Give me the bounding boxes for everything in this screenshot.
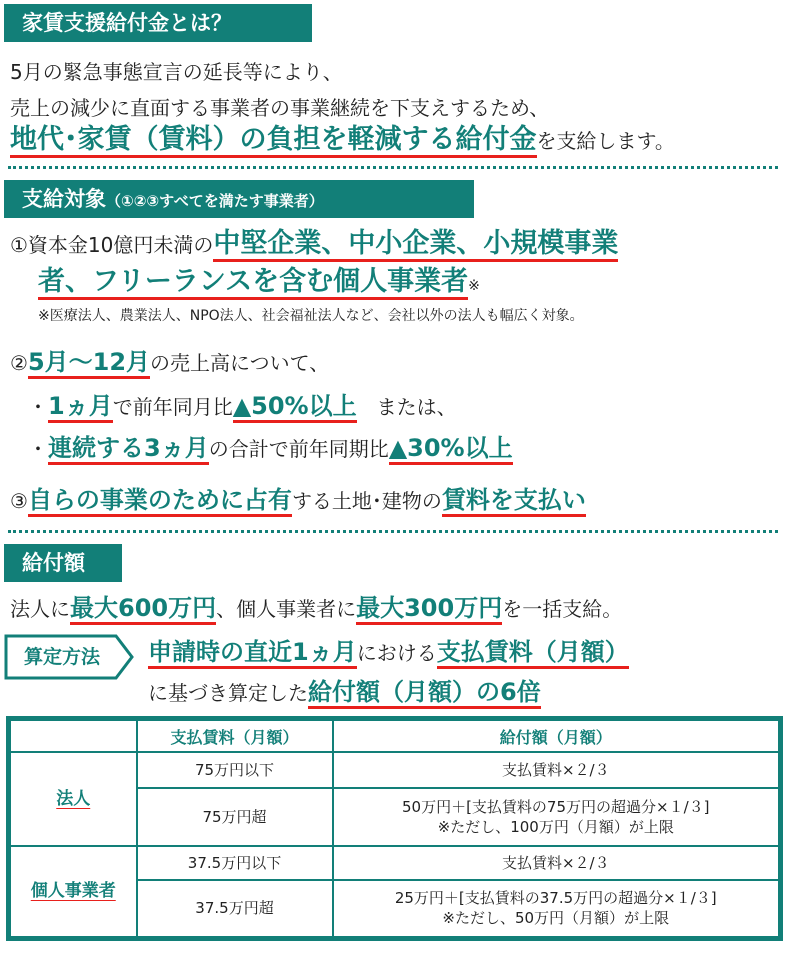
amount-tail: を一括支給。 <box>502 597 623 621</box>
criterion-2b-highlight-1: 連続する3ヵ月 <box>48 434 209 465</box>
benefit-cell: 支払賃料×２/３ <box>333 752 781 788</box>
table-row <box>9 846 781 880</box>
divider-1 <box>8 166 778 169</box>
criterion-2-prefix: ② <box>10 351 28 375</box>
criterion-1-mark: ※ <box>468 278 480 294</box>
about-line-1: 5月の緊急事態宣言の延長等により、 <box>10 60 343 84</box>
criterion-2a-mid: で前年同月比 <box>112 395 233 419</box>
criterion-2a-tail: または、 <box>356 395 457 419</box>
criterion-2-line <box>10 348 329 377</box>
criterion-2a-highlight-2: ▲50%以上 <box>233 392 357 423</box>
criterion-1-highlight-1: 中堅企業、中小企業、小規模事業 <box>213 228 618 262</box>
eligibility-title: 支給対象 <box>22 187 106 211</box>
benefit-cell <box>333 788 781 846</box>
criterion-1-line-1 <box>10 230 618 259</box>
amount-corp-max: 最大600万円 <box>70 594 216 625</box>
rent-cell: 37.5万円以下 <box>137 846 333 880</box>
section-header-eligibility <box>4 180 474 218</box>
criterion-3-highlight-2: 賃料を支払い <box>442 486 586 517</box>
table-header-benefit: 給付額（月額） <box>333 719 781 753</box>
row-label-corporation: 法人 <box>9 752 137 846</box>
benefit-cap-note: ※ただし、100万円（月額）が上限 <box>437 818 674 836</box>
calculation-method-badge <box>4 634 134 680</box>
criterion-2-highlight: 5月～12月 <box>28 348 150 379</box>
section-header-about: 家賃支援給付金とは？ <box>4 4 312 42</box>
badge-label: 算定方法 <box>23 646 100 668</box>
criterion-2a-line <box>28 392 457 421</box>
criterion-1-highlight-2: 者、フリーランスを含む個人事業者 <box>38 266 468 300</box>
rent-cell: 75万円以下 <box>137 752 333 788</box>
about-line-3 <box>10 126 675 155</box>
criterion-1-note: ※医療法人、農業法人、NPO法人、社会福祉法人など、会社以外の法人も幅広く対象。 <box>38 308 584 324</box>
criterion-2b-mid: の合計で前年同期比 <box>208 437 389 461</box>
amount-line <box>10 594 622 623</box>
criterion-2b-line <box>28 434 513 463</box>
benefit-calculation-table <box>6 716 783 941</box>
benefit-cell: 支払賃料×２/３ <box>333 846 781 880</box>
criterion-2a-highlight-1: 1ヵ月 <box>48 392 113 423</box>
criterion-1-line-2 <box>38 268 480 300</box>
table-header-blank <box>9 719 137 753</box>
table-header-row <box>9 719 781 753</box>
benefit-cell <box>333 880 781 938</box>
criterion-2a-bullet: ・ <box>28 395 48 419</box>
divider-2 <box>8 530 778 533</box>
amount-indiv-max: 最大300万円 <box>356 594 502 625</box>
criterion-3-highlight-1: 自らの事業のために占有 <box>28 486 292 517</box>
row-label-individual: 個人事業者 <box>9 846 137 938</box>
calc-highlight-2: 支払賃料（月額） <box>437 638 629 669</box>
about-line-3-tail: を支給します。 <box>536 129 675 153</box>
table-header-rent: 支払賃料（月額） <box>137 719 333 753</box>
benefit-cap-note: ※ただし、50万円（月額）が上限 <box>442 909 670 928</box>
about-highlight: 地代･家賃（賃料）の負担を軽減する給付金 <box>10 124 537 158</box>
criterion-3-mid: する土地･建物の <box>291 489 442 513</box>
amount-corp-label: 法人に <box>10 597 70 621</box>
criterion-3-prefix: ③ <box>10 489 28 513</box>
calc-mid: における <box>356 641 437 665</box>
calc-line-1 <box>148 638 629 667</box>
eligibility-subtitle: （①②③すべてを満たす事業者） <box>106 192 324 210</box>
criterion-1-prefix: ①資本金10億円未満の <box>10 233 214 257</box>
benefit-formula: 50万円＋[支払賃料の75万円の超過分×１/３] <box>401 798 710 816</box>
criterion-2b-highlight-2: ▲30%以上 <box>389 434 513 465</box>
criterion-2-tail: の売上高について、 <box>150 351 330 375</box>
benefit-formula: 25万円＋[支払賃料の37.5万円の超過分×１/３] <box>394 889 717 908</box>
rent-cell: 37.5万円超 <box>137 880 333 938</box>
rent-cell: 75万円超 <box>137 788 333 846</box>
amount-indiv-label: 、個人事業者に <box>216 597 357 621</box>
table-row <box>9 752 781 788</box>
criterion-3-line <box>10 486 586 515</box>
calc-highlight-3: 給付額（月額）の6倍 <box>308 678 541 709</box>
calc-highlight-1: 申請時の直近1ヵ月 <box>148 638 357 669</box>
calc-line-2 <box>148 678 541 707</box>
section-header-amount: 給付額 <box>4 544 122 582</box>
criterion-2b-bullet: ・ <box>28 437 48 461</box>
about-line-2: 売上の減少に直面する事業者の事業継続を下支えするため、 <box>10 96 550 120</box>
calc-line-2-prefix: に基づき算定した <box>148 681 308 705</box>
